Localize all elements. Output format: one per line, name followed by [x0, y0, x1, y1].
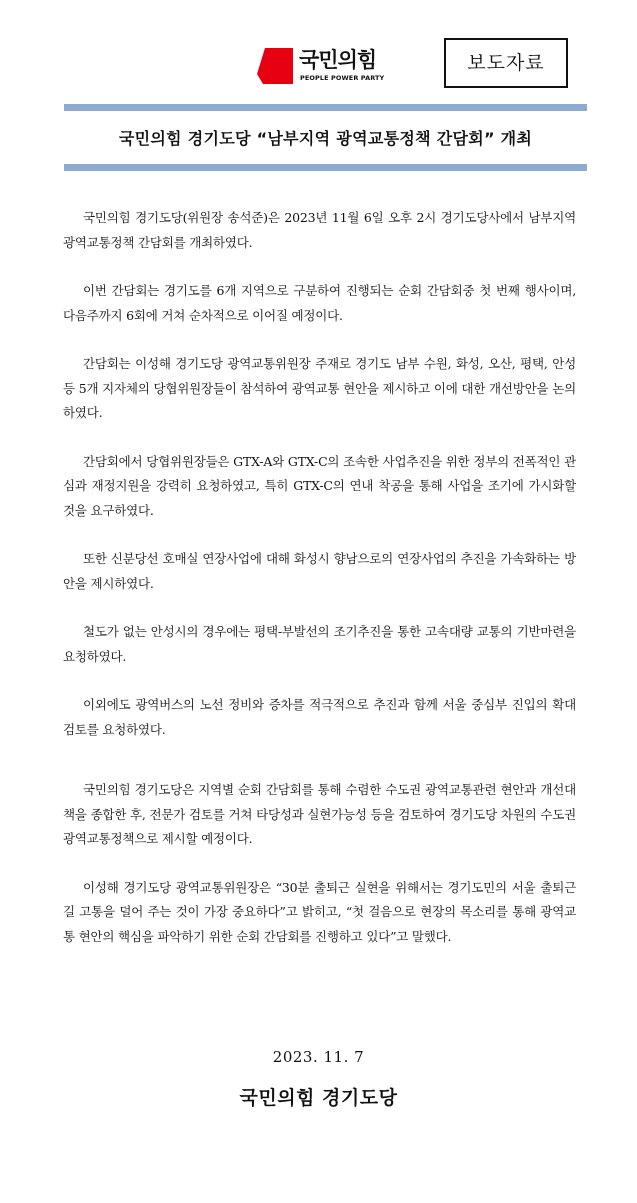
body-paragraph-8: 국민의힘 경기도당은 지역별 순회 간담회를 통해 수렴한 수도권 광역교통관련 현안과 개선대책을 종합한 후, 전문가 검토를 거쳐 타당성과 실현가능성 등을 검토하여 경기도당 차원의 수도권 광역교통정책으로 제시할 예정이다.	[63, 782, 576, 846]
body-paragraph-5: 또한 신분당선 호매실 연장사업에 대해 화성시 향남으로의 연장사업의 추진을 가속화하는 방안을 제시하였다.	[63, 551, 576, 591]
title-top-divider	[64, 104, 587, 111]
body-paragraph-9: 이성해 경기도당 광역교통위원장은 “30분 출퇴근 실현을 위해서는 경기도민의 서울 출퇴근길 고통을 덜어 주는 것이 가장 중요하다”고 밝히고, “첫 걸음으로 현장의 목소리를 통해 광역교통 현안의 핵심을 파악하기 위한 순회 간담회를 진행하고 있다”고 말했다.	[63, 879, 576, 944]
release-date: 2023. 11. 7	[272, 1048, 365, 1066]
body-paragraph-6: 철도가 없는 안성시의 경우에는 평택-부발선의 조기추진을 통한 고속대량 교통의 기반마련을 요청하였다.	[63, 624, 576, 664]
body-paragraph-7: 이외에도 광역버스의 노선 정비와 증차를 적극적으로 추진과 함께 서울 중심부 진입의 확대 검토를 요청하였다.	[63, 697, 576, 737]
body-paragraph-4: 간담회에서 당협위원장들은 GTX-A와 GTX-C의 조속한 사업추진을 위한 정부의 전폭적인 관심과 재정지원을 강력히 요청하였고, 특히 GTX-C의 연내 착공을 통해 사업을 조기에 가시화할 것을 요구하였다.	[63, 453, 576, 518]
party-logo-subtitle: PEOPLE POWER PARTY	[300, 74, 385, 82]
issuing-organization: 국민의힘 경기도당	[239, 1087, 398, 1109]
party-logo-mark-icon	[255, 46, 295, 86]
page-title: 국민의힘 경기도당 “남부지역 광역교통정책 간담회” 개최	[118, 129, 533, 148]
party-logo	[255, 44, 395, 90]
article-body	[63, 206, 576, 949]
body-paragraph-3: 간담회는 이성해 경기도당 광역교통위원장 주재로 경기도 남부 수원, 화성, 오산, 평택, 안성 등 5개 지자체의 당협위원장들이 참석하여 광역교통 현안을 제시하고 이에 대한 개선방안을 논의하였다.	[63, 356, 576, 420]
party-logo-name: 국민의힘	[299, 48, 377, 72]
title-bottom-divider	[64, 164, 587, 171]
body-paragraph-1: 국민의힘 경기도당(위원장 송석준)은 2023년 11월 6일 오후 2시 경기도당사에서 남부지역 광역교통정책 간담회를 개최하였다.	[63, 210, 576, 250]
body-paragraph-2: 이번 간담회는 경기도를 6개 지역으로 구분하여 진행되는 순회 간담회중 첫 번째 행사이며, 다음주까지 6회에 거쳐 순차적으로 이어질 예정이다.	[63, 283, 576, 323]
press-release-badge: 보도자료	[444, 38, 568, 88]
